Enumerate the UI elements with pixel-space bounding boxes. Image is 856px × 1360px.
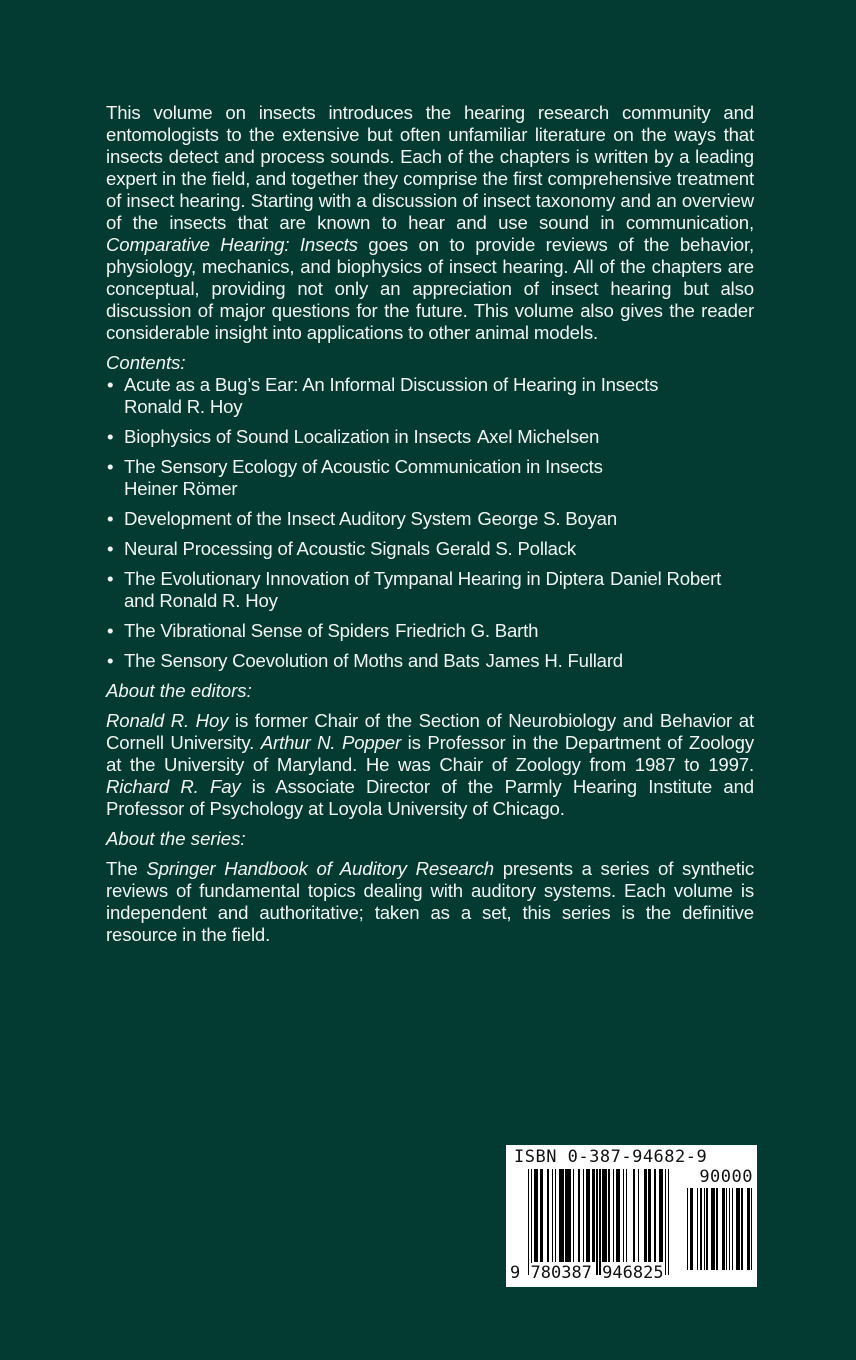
chapter-author: Gerald S. Pollack — [435, 538, 577, 559]
contents-item — [106, 538, 754, 560]
contents-item — [106, 620, 754, 642]
contents-list — [106, 374, 754, 672]
contents-item — [106, 374, 754, 418]
editor-bio: is Associate Director of the Parmly Hearing Institute and Professor of Psychology at Loyola University of Chicago. — [106, 776, 754, 819]
bullet-icon: • — [107, 568, 114, 589]
description-text-2: goes on to provide reviews of the behavior, physiology, mechanics, and biophysics of insect hearing. All of the chapters are conceptual, providing not only an appreciation of insect hearing but also discussion of major questions for the future. This volume also gives the reader considerable insight into applications to other animal models. — [106, 234, 754, 343]
isbn-label: ISBN 0-387-94682-9 — [514, 1147, 708, 1167]
ean-left-group: 780387 — [530, 1263, 592, 1283]
isbn-barcode — [506, 1145, 757, 1287]
bullet-icon: • — [107, 374, 114, 395]
ean-digits — [510, 1263, 664, 1283]
contents-label: Contents: — [106, 352, 186, 373]
editor-name: Richard R. Fay — [106, 776, 241, 797]
bullet-icon: • — [107, 620, 114, 641]
contents-item — [106, 568, 754, 612]
editors-label: About the editors: — [106, 680, 252, 701]
chapter-author: Daniel Robert and Ronald R. Hoy — [124, 568, 722, 611]
price-code: 90000 — [699, 1167, 753, 1187]
barcode-bar — [751, 1188, 752, 1270]
editor-name: Ronald R. Hoy — [106, 710, 229, 731]
chapter-title: The Sensory Coevolution of Moths and Bats — [124, 650, 480, 671]
chapter-author: Friedrich G. Barth — [395, 620, 539, 641]
chapter-author: Ronald R. Hoy — [124, 396, 243, 417]
bullet-icon: • — [107, 650, 114, 671]
description-paragraph — [106, 102, 754, 344]
addon-barcode-bars — [687, 1188, 753, 1270]
series-title: Springer Handbook of Auditory Research — [146, 858, 494, 879]
chapter-title: The Vibrational Sense of Spiders — [124, 620, 390, 641]
chapter-author: James H. Fullard — [485, 650, 623, 671]
series-text-1: The — [106, 858, 147, 879]
chapter-title: Biophysics of Sound Localization in Insects — [124, 426, 471, 447]
series-paragraph — [106, 858, 754, 946]
chapter-title: Neural Processing of Acoustic Signals — [124, 538, 430, 559]
bullet-icon: • — [107, 426, 114, 447]
chapter-author: George S. Boyan — [477, 508, 617, 529]
series-text-2: presents a series of synthetic reviews of fundamental topics dealing with auditory systems. Each volume is independent and authoritative; taken as a set, this series is the definitive resource in the field. — [106, 858, 755, 945]
bullet-icon: • — [107, 508, 114, 529]
description-text-1: This volume on insects introduces the hearing research community and entomologists to the extensive but often unfamiliar literature on the ways that insects detect and process sounds. Each of the chapters is written by a leading expert in the field, and together they comprise the first comprehensive treatment of insect hearing. Starting with a discussion of insect taxonomy and an overview of the insects that are known to hear and use sound in communication, — [106, 102, 754, 233]
chapter-title: Acute as a Bug’s Ear: An Informal Discussion of Hearing in Insects — [124, 374, 659, 395]
editor-bio: is former Chair of the Section of Neurobiology and Behavior at Cornell University. — [106, 710, 754, 753]
ean-first-digit: 9 — [510, 1263, 521, 1283]
back-cover-text — [106, 102, 754, 946]
chapter-author: Axel Michelsen — [476, 426, 600, 447]
chapter-author: Heiner Römer — [124, 478, 238, 499]
chapter-title: The Evolutionary Innovation of Tympanal Hearing in Diptera — [124, 568, 605, 589]
editors-paragraph — [106, 710, 754, 820]
bullet-icon: • — [107, 538, 114, 559]
contents-item — [106, 650, 754, 672]
editor-name: Arthur N. Popper — [260, 732, 402, 753]
barcode-bar — [668, 1169, 669, 1275]
chapter-title: The Sensory Ecology of Acoustic Communication in Insects — [124, 456, 603, 477]
bullet-icon: • — [107, 456, 114, 477]
ean-right-group: 946825 — [602, 1263, 664, 1283]
editor-bio: is Professor in the Department of Zoology at the University of Maryland. He was Chair of Zoology from 1987 to 1997. — [106, 732, 754, 775]
series-label: About the series: — [106, 828, 246, 849]
ean-barcode-bars — [528, 1169, 670, 1275]
contents-item — [106, 508, 754, 530]
contents-item — [106, 426, 754, 448]
contents-item — [106, 456, 754, 500]
chapter-title: Development of the Insect Auditory System — [124, 508, 472, 529]
book-title: Comparative Hearing: Insects — [106, 234, 358, 255]
